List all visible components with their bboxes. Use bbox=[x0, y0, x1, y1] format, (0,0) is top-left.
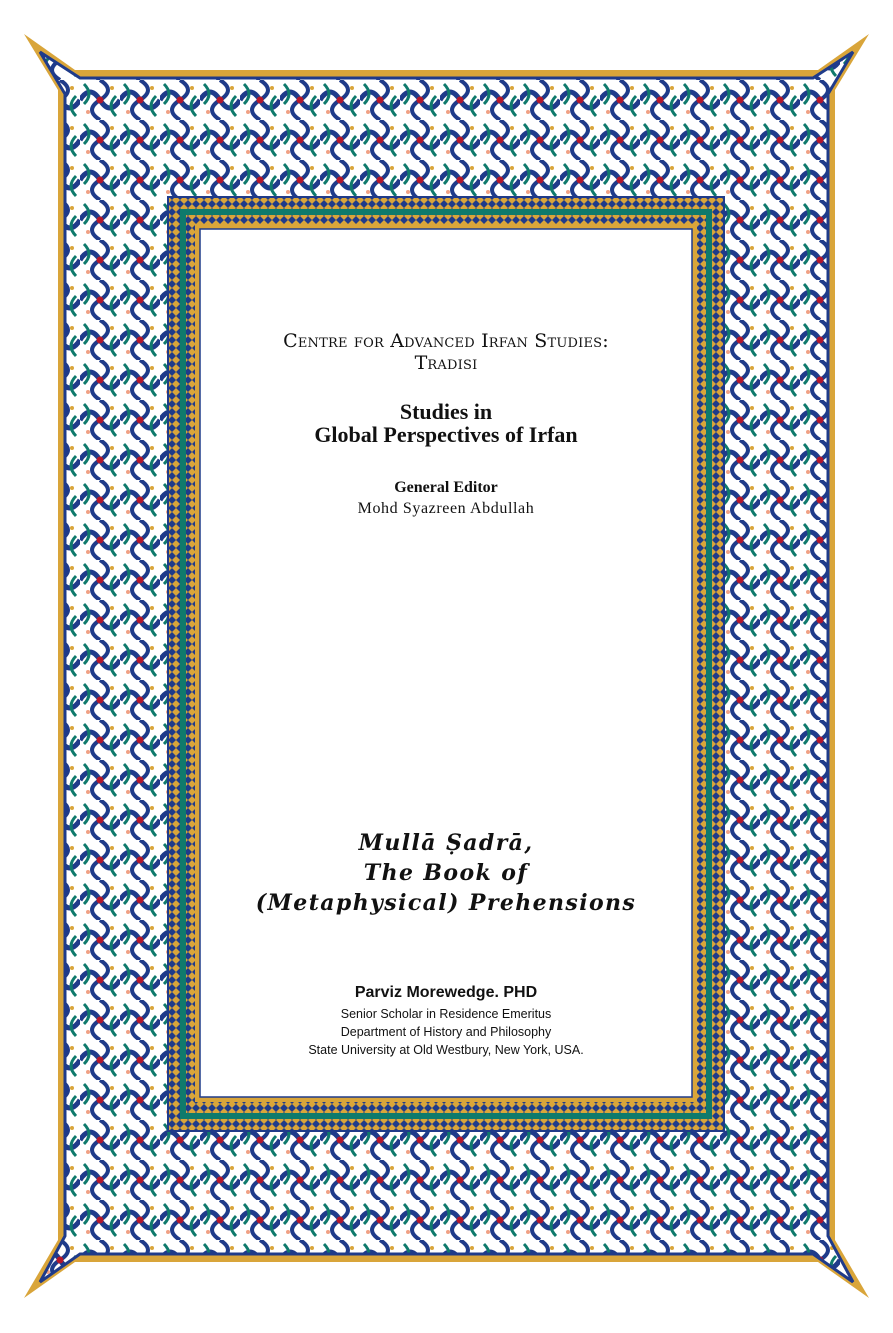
centre-name: Centre for Advanced Irfan Studies: bbox=[283, 330, 609, 352]
book-title-line-2: The Book of bbox=[363, 860, 529, 886]
book-title-line-3: (Metaphysical) Prehensions bbox=[255, 890, 637, 916]
author-affiliation-1: Senior Scholar in Residence Emeritus bbox=[340, 1007, 552, 1021]
series-line-1: Studies in bbox=[399, 399, 493, 424]
series-title bbox=[205, 400, 687, 446]
general-editor-label: General Editor bbox=[394, 479, 498, 496]
series-line-2: Global Perspectives of Irfan bbox=[314, 422, 578, 447]
author-name: Parviz Morewedge. PHD bbox=[354, 984, 538, 1001]
title-page-panel bbox=[205, 234, 687, 1092]
general-editor-name: Mohd Syazreen Abdullah bbox=[357, 500, 535, 517]
author-affiliation-3: State University at Old Westbury, New York, USA. bbox=[308, 1043, 584, 1057]
book-title-line-1: Mullā Ṣadrā, bbox=[358, 830, 534, 856]
book-title bbox=[205, 828, 687, 918]
author-affiliation-2: Department of History and Philosophy bbox=[340, 1025, 552, 1039]
centre-subtitle: Tradisi bbox=[414, 352, 478, 374]
centre-heading bbox=[205, 330, 687, 374]
